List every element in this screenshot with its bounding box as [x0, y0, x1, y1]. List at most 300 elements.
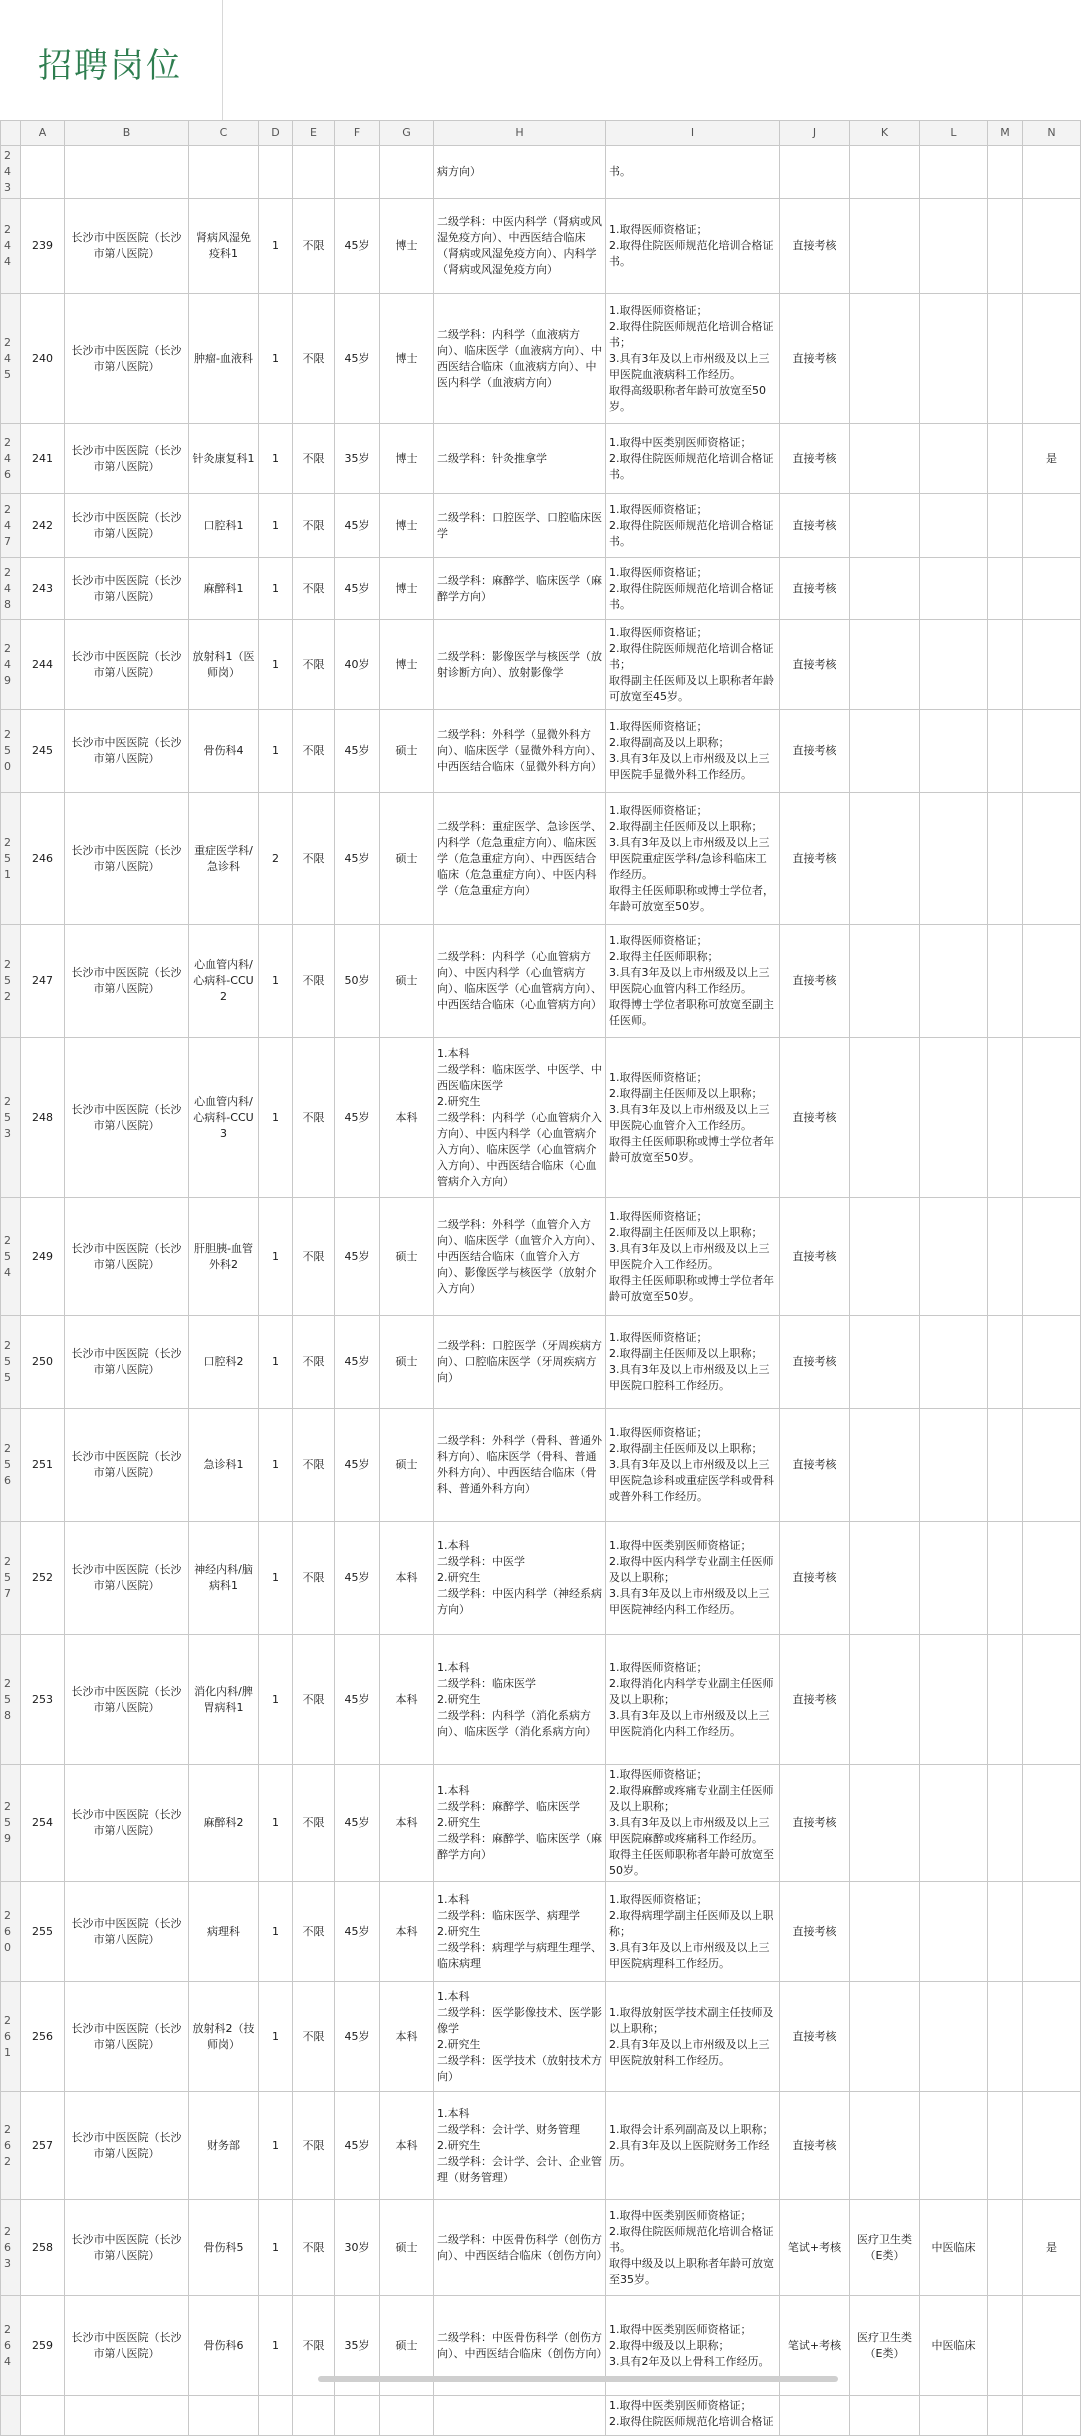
cell-degree[interactable]: 博士: [380, 558, 434, 620]
cell-employer[interactable]: 长沙市中医医院（长沙市第八医院）: [65, 710, 189, 793]
cell-method[interactable]: 直接考核: [780, 620, 850, 710]
row-header[interactable]: 258: [1, 1635, 21, 1765]
cell-requirements[interactable]: 1.取得医师资格证； 2.取得住院医师规范化培训合格证书。: [606, 558, 780, 620]
cell-gender[interactable]: 不限: [293, 1038, 335, 1198]
cell[interactable]: [850, 146, 920, 199]
cell-count[interactable]: 1: [259, 494, 293, 558]
cell-requirements[interactable]: 1.取得放射医学技术副主任技师及以上职称； 2.具有3年及以上市州级及以上三甲医院放射科工作经历。: [606, 1982, 780, 2092]
cell-degree[interactable]: 硕士: [380, 2200, 434, 2296]
cell-employer[interactable]: 长沙市中医医院（长沙市第八医院）: [65, 1882, 189, 1982]
cell-id[interactable]: 255: [21, 1882, 65, 1982]
cell-requirements[interactable]: 1.取得中医类别医师资格证； 2.取得住院医师规范化培训合格证书。 取得中级及以上职称者年龄可放宽至35岁。: [606, 2200, 780, 2296]
cell-degree[interactable]: 本科: [380, 1982, 434, 2092]
cell-count[interactable]: 1: [259, 1316, 293, 1409]
cell-category[interactable]: [850, 1882, 920, 1982]
cell-flag[interactable]: [1023, 710, 1081, 793]
cell-gender[interactable]: 不限: [293, 294, 335, 424]
cell-degree[interactable]: 本科: [380, 2092, 434, 2200]
cell-employer[interactable]: 长沙市中医医院（长沙市第八医院）: [65, 1982, 189, 2092]
cell-position[interactable]: 口腔科1: [189, 494, 259, 558]
cell-age[interactable]: 45岁: [335, 1038, 380, 1198]
cell-degree[interactable]: 博士: [380, 294, 434, 424]
cell-employer[interactable]: 长沙市中医医院（长沙市第八医院）: [65, 2092, 189, 2200]
cell-count[interactable]: 1: [259, 925, 293, 1038]
cell-degree[interactable]: 博士: [380, 424, 434, 494]
cell-position[interactable]: 放射科1（医师岗）: [189, 620, 259, 710]
cell-requirements[interactable]: 1.取得医师资格证； 2.取得副主任医师及以上职称； 3.具有3年及以上市州级及以上三甲医院重症医学科/急诊科临床工作经历。 取得主任医师职称或博士学位者，年龄可放宽至50岁。: [606, 793, 780, 925]
cell-flag[interactable]: [1023, 558, 1081, 620]
cell-count[interactable]: 1: [259, 710, 293, 793]
cell-subcategory[interactable]: [920, 1038, 988, 1198]
cell-m[interactable]: [988, 199, 1023, 294]
cell-degree[interactable]: 本科: [380, 1522, 434, 1635]
cell-subcategory[interactable]: [920, 1765, 988, 1882]
cell-major[interactable]: 1.本科 二级学科：麻醉学、临床医学 2.研究生 二级学科：麻醉学、临床医学（麻醉学方向）: [434, 1765, 606, 1882]
cell-flag[interactable]: [1023, 1198, 1081, 1316]
cell-position[interactable]: 骨伤科5: [189, 2200, 259, 2296]
cell-flag[interactable]: [1023, 1765, 1081, 1882]
cell-id[interactable]: 251: [21, 1409, 65, 1522]
cell-method[interactable]: 直接考核: [780, 199, 850, 294]
cell-employer[interactable]: 长沙市中医医院（长沙市第八医院）: [65, 2200, 189, 2296]
cell-subcategory[interactable]: [920, 494, 988, 558]
cell-id[interactable]: 242: [21, 494, 65, 558]
cell-gender[interactable]: 不限: [293, 1765, 335, 1882]
cell-gender[interactable]: 不限: [293, 620, 335, 710]
column-header-h[interactable]: H: [434, 121, 606, 146]
cell-method[interactable]: 笔试+考核: [780, 2200, 850, 2296]
cell-id[interactable]: 243: [21, 558, 65, 620]
cell-major[interactable]: 二级学科：外科学（血管介入方向）、临床医学（血管介入方向）、中西医结合临床（血管介入方向）、影像医学与核医学（放射介入方向）: [434, 1198, 606, 1316]
cell-age[interactable]: 45岁: [335, 1522, 380, 1635]
cell-degree[interactable]: 博士: [380, 620, 434, 710]
cell-m[interactable]: [988, 1316, 1023, 1409]
row-header[interactable]: 244: [1, 199, 21, 294]
cell-category[interactable]: [850, 494, 920, 558]
cell-m[interactable]: [988, 2200, 1023, 2296]
cell-major[interactable]: 二级学科：针灸推拿学: [434, 424, 606, 494]
cell-gender[interactable]: 不限: [293, 1522, 335, 1635]
cell-category[interactable]: [850, 2092, 920, 2200]
cell-requirements[interactable]: 1.取得中医类别医师资格证； 2.取得住院医师规范化培训合格证: [606, 2396, 780, 2436]
cell-gender[interactable]: 不限: [293, 793, 335, 925]
cell-count[interactable]: 1: [259, 1038, 293, 1198]
cell-degree[interactable]: 博士: [380, 494, 434, 558]
cell-method[interactable]: 直接考核: [780, 1635, 850, 1765]
column-header-n[interactable]: N: [1023, 121, 1081, 146]
cell-category[interactable]: [850, 1982, 920, 2092]
row-header[interactable]: 262: [1, 2092, 21, 2200]
cell-subcategory[interactable]: 中医临床: [920, 2200, 988, 2296]
cell-employer[interactable]: 长沙市中医医院（长沙市第八医院）: [65, 1198, 189, 1316]
cell-requirements[interactable]: 1.取得中医类别医师资格证； 2.取得中级及以上职称； 3.具有2年及以上骨科工作经历。: [606, 2296, 780, 2396]
cell-requirements[interactable]: 书。: [606, 146, 780, 199]
cell-count[interactable]: 1: [259, 199, 293, 294]
cell-employer[interactable]: 长沙市中医医院（长沙市第八医院）: [65, 1409, 189, 1522]
cell-flag[interactable]: [1023, 793, 1081, 925]
cell-method[interactable]: 直接考核: [780, 1198, 850, 1316]
cell-subcategory[interactable]: [920, 558, 988, 620]
cell-m[interactable]: [988, 1409, 1023, 1522]
cell-employer[interactable]: 长沙市中医医院（长沙市第八医院）: [65, 494, 189, 558]
cell[interactable]: [988, 2396, 1023, 2436]
cell-major[interactable]: 二级学科：内科学（血液病方向）、临床医学（血液病方向）、中西医结合临床（血液病方向）、中医内科学（血液病方向）: [434, 294, 606, 424]
cell-subcategory[interactable]: [920, 925, 988, 1038]
cell-employer[interactable]: 长沙市中医医院（长沙市第八医院）: [65, 2296, 189, 2396]
cell-m[interactable]: [988, 710, 1023, 793]
cell-category[interactable]: [850, 294, 920, 424]
cell[interactable]: [780, 146, 850, 199]
cell-m[interactable]: [988, 1522, 1023, 1635]
cell-major[interactable]: 二级学科：内科学（心血管病方向）、中医内科学（心血管病方向）、临床医学（心血管病方向）、中西医结合临床（心血管病方向）: [434, 925, 606, 1038]
cell-flag[interactable]: [1023, 199, 1081, 294]
cell-subcategory[interactable]: [920, 199, 988, 294]
row-header[interactable]: 261: [1, 1982, 21, 2092]
cell-subcategory[interactable]: [920, 1316, 988, 1409]
cell-gender[interactable]: 不限: [293, 2296, 335, 2396]
cell-major[interactable]: 二级学科：口腔医学（牙周疾病方向）、口腔临床医学（牙周疾病方向）: [434, 1316, 606, 1409]
cell-employer[interactable]: 长沙市中医医院（长沙市第八医院）: [65, 1765, 189, 1882]
cell-id[interactable]: 247: [21, 925, 65, 1038]
cell[interactable]: [189, 146, 259, 199]
cell-count[interactable]: 1: [259, 2092, 293, 2200]
cell-flag[interactable]: 是: [1023, 2200, 1081, 2296]
cell-position[interactable]: 骨伤科6: [189, 2296, 259, 2396]
cell[interactable]: [380, 2396, 434, 2436]
cell-subcategory[interactable]: [920, 793, 988, 925]
cell-degree[interactable]: 硕士: [380, 925, 434, 1038]
cell-age[interactable]: 45岁: [335, 494, 380, 558]
row-header[interactable]: 256: [1, 1409, 21, 1522]
row-header[interactable]: [1, 2396, 21, 2436]
column-header-j[interactable]: J: [780, 121, 850, 146]
cell-requirements[interactable]: 1.取得会计系列副高及以上职称； 2.具有3年及以上医院财务工作经历。: [606, 2092, 780, 2200]
cell-requirements[interactable]: 1.取得医师资格证； 2.取得副主任医师及以上职称； 3.具有3年及以上市州级及以上三甲医院介入工作经历。 取得主任医师职称或博士学位者年龄可放宽至50岁。: [606, 1198, 780, 1316]
cell-position[interactable]: 病理科: [189, 1882, 259, 1982]
column-header-i[interactable]: I: [606, 121, 780, 146]
cell-id[interactable]: 258: [21, 2200, 65, 2296]
cell-category[interactable]: 医疗卫生类（E类）: [850, 2200, 920, 2296]
cell-major[interactable]: 二级学科：中医内科学（肾病或风湿免疫方向）、中西医结合临床（肾病或风湿免疫方向）、内科学（肾病或风湿免疫方向）: [434, 199, 606, 294]
cell-id[interactable]: 246: [21, 793, 65, 925]
cell-requirements[interactable]: 1.取得医师资格证； 2.取得副高及以上职称； 3.具有3年及以上市州级及以上三甲医院手显微外科工作经历。: [606, 710, 780, 793]
cell-count[interactable]: 1: [259, 1982, 293, 2092]
cell-major[interactable]: 二级学科：口腔医学、口腔临床医学: [434, 494, 606, 558]
cell-age[interactable]: 30岁: [335, 2200, 380, 2296]
cell-age[interactable]: 45岁: [335, 2092, 380, 2200]
cell-major[interactable]: 1.本科 二级学科：会计学、财务管理 2.研究生 二级学科：会计学、会计、企业管理（财务管理）: [434, 2092, 606, 2200]
cell-major[interactable]: 二级学科：重症医学、急诊医学、内科学（危急重症方向）、临床医学（危急重症方向）、中西医结合临床（危急重症方向）、中医内科学（危急重症方向）: [434, 793, 606, 925]
cell-category[interactable]: [850, 1198, 920, 1316]
row-header[interactable]: 250: [1, 710, 21, 793]
cell-employer[interactable]: 长沙市中医医院（长沙市第八医院）: [65, 1316, 189, 1409]
cell-requirements[interactable]: 1.取得医师资格证； 2.取得住院医师规范化培训合格证书； 3.具有3年及以上市州级及以上三甲医院血液病科工作经历。 取得高级职称者年龄可放宽至50岁。: [606, 294, 780, 424]
cell[interactable]: [335, 146, 380, 199]
column-header-g[interactable]: G: [380, 121, 434, 146]
cell-method[interactable]: 直接考核: [780, 1982, 850, 2092]
cell-m[interactable]: [988, 1198, 1023, 1316]
cell[interactable]: [293, 2396, 335, 2436]
spreadsheet-grid[interactable]: [0, 120, 1080, 2428]
cell-category[interactable]: [850, 199, 920, 294]
cell-method[interactable]: 直接考核: [780, 294, 850, 424]
cell-id[interactable]: 245: [21, 710, 65, 793]
cell-position[interactable]: 心血管内科/心病科-CCU3: [189, 1038, 259, 1198]
cell-subcategory[interactable]: [920, 1982, 988, 2092]
cell-flag[interactable]: [1023, 1635, 1081, 1765]
cell-requirements[interactable]: 1.取得医师资格证； 2.取得副主任医师及以上职称； 3.具有3年及以上市州级及以上三甲医院急诊科或重症医学科或骨科或普外科工作经历。: [606, 1409, 780, 1522]
cell-subcategory[interactable]: [920, 1522, 988, 1635]
cell-method[interactable]: 直接考核: [780, 424, 850, 494]
select-all-corner[interactable]: [1, 121, 21, 146]
cell-m[interactable]: [988, 1982, 1023, 2092]
row-header[interactable]: 253: [1, 1038, 21, 1198]
cell-subcategory[interactable]: [920, 294, 988, 424]
cell-degree[interactable]: 硕士: [380, 710, 434, 793]
cell[interactable]: [988, 146, 1023, 199]
cell-requirements[interactable]: 1.取得医师资格证； 2.取得住院医师规范化培训合格证书。: [606, 199, 780, 294]
cell[interactable]: [335, 2396, 380, 2436]
cell-m[interactable]: [988, 1038, 1023, 1198]
cell-count[interactable]: 1: [259, 1765, 293, 1882]
cell-position[interactable]: 骨伤科4: [189, 710, 259, 793]
row-header[interactable]: 263: [1, 2200, 21, 2296]
cell-id[interactable]: 259: [21, 2296, 65, 2396]
cell-age[interactable]: 45岁: [335, 1882, 380, 1982]
cell-employer[interactable]: 长沙市中医医院（长沙市第八医院）: [65, 1635, 189, 1765]
cell-age[interactable]: 35岁: [335, 424, 380, 494]
cell[interactable]: [1023, 146, 1081, 199]
cell-major[interactable]: 二级学科：中医骨伤科学（创伤方向）、中西医结合临床（创伤方向）: [434, 2200, 606, 2296]
cell-requirements[interactable]: 1.取得医师资格证； 2.取得住院医师规范化培训合格证书。: [606, 494, 780, 558]
column-header-c[interactable]: C: [189, 121, 259, 146]
cell[interactable]: [21, 146, 65, 199]
cell-age[interactable]: 45岁: [335, 710, 380, 793]
cell-major[interactable]: 1.本科 二级学科：医学影像技术、医学影像学 2.研究生 二级学科：医学技术（放射技术方向）: [434, 1982, 606, 2092]
cell-major[interactable]: 二级学科：外科学（显微外科方向）、临床医学（显微外科方向）、中西医结合临床（显微外科方向）: [434, 710, 606, 793]
cell-gender[interactable]: 不限: [293, 1882, 335, 1982]
cell-method[interactable]: 直接考核: [780, 793, 850, 925]
cell-employer[interactable]: 长沙市中医医院（长沙市第八医院）: [65, 1522, 189, 1635]
cell-method[interactable]: 直接考核: [780, 1882, 850, 1982]
cell-m[interactable]: [988, 2092, 1023, 2200]
cell-position[interactable]: 麻醉科1: [189, 558, 259, 620]
cell-degree[interactable]: 本科: [380, 1882, 434, 1982]
cell-position[interactable]: 重症医学科/急诊科: [189, 793, 259, 925]
cell-position[interactable]: 针灸康复科1: [189, 424, 259, 494]
cell-employer[interactable]: 长沙市中医医院（长沙市第八医院）: [65, 793, 189, 925]
cell-category[interactable]: [850, 558, 920, 620]
cell-category[interactable]: 医疗卫生类（E类）: [850, 2296, 920, 2396]
cell-m[interactable]: [988, 1882, 1023, 1982]
column-header-f[interactable]: F: [335, 121, 380, 146]
cell-gender[interactable]: 不限: [293, 1316, 335, 1409]
cell-requirements[interactable]: 1.取得医师资格证； 2.取得麻醉或疼痛专业副主任医师及以上职称； 3.具有3年及以上市州级及以上三甲医院麻醉或疼痛科工作经历。 取得主任医师职称者年龄可放宽至50岁。: [606, 1765, 780, 1882]
row-header[interactable]: 247: [1, 494, 21, 558]
cell-method[interactable]: 笔试+考核: [780, 2296, 850, 2396]
cell-count[interactable]: 1: [259, 1635, 293, 1765]
cell-gender[interactable]: 不限: [293, 1409, 335, 1522]
cell-category[interactable]: [850, 1316, 920, 1409]
cell-category[interactable]: [850, 710, 920, 793]
cell-count[interactable]: 1: [259, 1522, 293, 1635]
cell[interactable]: [259, 2396, 293, 2436]
cell[interactable]: [65, 146, 189, 199]
cell-degree[interactable]: 硕士: [380, 1198, 434, 1316]
cell-gender[interactable]: 不限: [293, 1635, 335, 1765]
cell-method[interactable]: 直接考核: [780, 1765, 850, 1882]
row-header[interactable]: 254: [1, 1198, 21, 1316]
cell-employer[interactable]: 长沙市中医医院（长沙市第八医院）: [65, 558, 189, 620]
cell-age[interactable]: 45岁: [335, 1198, 380, 1316]
cell-gender[interactable]: 不限: [293, 494, 335, 558]
cell-method[interactable]: 直接考核: [780, 1316, 850, 1409]
cell-m[interactable]: [988, 1765, 1023, 1882]
column-header-l[interactable]: L: [920, 121, 988, 146]
cell-id[interactable]: 257: [21, 2092, 65, 2200]
cell-id[interactable]: 253: [21, 1635, 65, 1765]
cell[interactable]: [65, 2396, 189, 2436]
column-header-k[interactable]: K: [850, 121, 920, 146]
cell-flag[interactable]: [1023, 1316, 1081, 1409]
column-header-a[interactable]: A: [21, 121, 65, 146]
cell-subcategory[interactable]: [920, 1882, 988, 1982]
cell-position[interactable]: 财务部: [189, 2092, 259, 2200]
cell[interactable]: [1023, 2396, 1081, 2436]
cell-degree[interactable]: 硕士: [380, 2296, 434, 2396]
cell-major[interactable]: 1.本科 二级学科：临床医学 2.研究生 二级学科：内科学（消化系病方向）、临床医学（消化系病方向）: [434, 1635, 606, 1765]
cell-method[interactable]: 直接考核: [780, 558, 850, 620]
cell-count[interactable]: 1: [259, 1409, 293, 1522]
column-header-b[interactable]: B: [65, 121, 189, 146]
cell-category[interactable]: [850, 1038, 920, 1198]
cell[interactable]: [380, 146, 434, 199]
cell-requirements[interactable]: 1.取得医师资格证； 2.取得病理学副主任医师及以上职称； 3.具有3年及以上市州级及以上三甲医院病理科工作经历。: [606, 1882, 780, 1982]
cell-count[interactable]: 1: [259, 558, 293, 620]
cell-age[interactable]: 45岁: [335, 294, 380, 424]
cell-age[interactable]: 45岁: [335, 1635, 380, 1765]
cell-age[interactable]: 45岁: [335, 1982, 380, 2092]
cell-m[interactable]: [988, 620, 1023, 710]
cell-count[interactable]: 1: [259, 294, 293, 424]
cell-position[interactable]: 口腔科2: [189, 1316, 259, 1409]
cell-flag[interactable]: [1023, 925, 1081, 1038]
cell-position[interactable]: 消化内科/脾胃病科1: [189, 1635, 259, 1765]
cell-category[interactable]: [850, 1522, 920, 1635]
cell-count[interactable]: 1: [259, 2296, 293, 2396]
cell-subcategory[interactable]: [920, 2092, 988, 2200]
row-header[interactable]: 252: [1, 925, 21, 1038]
cell[interactable]: [920, 146, 988, 199]
cell-method[interactable]: 直接考核: [780, 1522, 850, 1635]
cell-gender[interactable]: 不限: [293, 925, 335, 1038]
cell-employer[interactable]: 长沙市中医医院（长沙市第八医院）: [65, 424, 189, 494]
cell-requirements[interactable]: 1.取得医师资格证； 2.取得住院医师规范化培训合格证书； 取得副主任医师及以上职称者年龄可放宽至45岁。: [606, 620, 780, 710]
cell-flag[interactable]: [1023, 1409, 1081, 1522]
cell-major[interactable]: 二级学科：影像医学与核医学（放射诊断方向）、放射影像学: [434, 620, 606, 710]
cell-major[interactable]: 1.本科 二级学科：临床医学、病理学 2.研究生 二级学科：病理学与病理生理学、临床病理: [434, 1882, 606, 1982]
cell-position[interactable]: 肝胆胰-血管外科2: [189, 1198, 259, 1316]
cell-category[interactable]: [850, 1409, 920, 1522]
cell[interactable]: [780, 2396, 850, 2436]
row-header[interactable]: 243: [1, 146, 21, 199]
cell-id[interactable]: 240: [21, 294, 65, 424]
cell-id[interactable]: 249: [21, 1198, 65, 1316]
row-header[interactable]: 249: [1, 620, 21, 710]
column-header-e[interactable]: E: [293, 121, 335, 146]
cell-flag[interactable]: [1023, 1522, 1081, 1635]
cell-flag[interactable]: [1023, 620, 1081, 710]
cell-employer[interactable]: 长沙市中医医院（长沙市第八医院）: [65, 620, 189, 710]
cell[interactable]: [434, 2396, 606, 2436]
cell-age[interactable]: 45岁: [335, 793, 380, 925]
cell-category[interactable]: [850, 424, 920, 494]
cell-m[interactable]: [988, 424, 1023, 494]
cell-age[interactable]: 45岁: [335, 199, 380, 294]
cell-employer[interactable]: 长沙市中医医院（长沙市第八医院）: [65, 199, 189, 294]
cell-position[interactable]: 心血管内科/心病科-CCU2: [189, 925, 259, 1038]
cell[interactable]: [21, 2396, 65, 2436]
cell-gender[interactable]: 不限: [293, 1198, 335, 1316]
cell-id[interactable]: 252: [21, 1522, 65, 1635]
cell-flag[interactable]: [1023, 1882, 1081, 1982]
cell-flag[interactable]: [1023, 494, 1081, 558]
cell-position[interactable]: 肿瘤-血液科: [189, 294, 259, 424]
cell-age[interactable]: 40岁: [335, 620, 380, 710]
cell-gender[interactable]: 不限: [293, 710, 335, 793]
cell-position[interactable]: 神经内科/脑病科1: [189, 1522, 259, 1635]
cell-gender[interactable]: 不限: [293, 424, 335, 494]
cell-method[interactable]: 直接考核: [780, 494, 850, 558]
cell-major[interactable]: 二级学科：麻醉学、临床医学（麻醉学方向）: [434, 558, 606, 620]
cell-degree[interactable]: 本科: [380, 1765, 434, 1882]
cell-employer[interactable]: 长沙市中医医院（长沙市第八医院）: [65, 925, 189, 1038]
cell-subcategory[interactable]: [920, 1409, 988, 1522]
cell-age[interactable]: 50岁: [335, 925, 380, 1038]
cell-flag[interactable]: [1023, 294, 1081, 424]
cell-major[interactable]: 1.本科 二级学科：临床医学、中医学、中西医临床医学 2.研究生 二级学科：内科学（心血管病介入方向）、中医内科学（心血管病介入方向）、临床医学（心血管病介入方向）、中西医结合临床（心血管病介入方向）: [434, 1038, 606, 1198]
cell-degree[interactable]: 本科: [380, 1038, 434, 1198]
cell-count[interactable]: 1: [259, 1882, 293, 1982]
cell-category[interactable]: [850, 1765, 920, 1882]
cell-subcategory[interactable]: [920, 424, 988, 494]
cell-m[interactable]: [988, 793, 1023, 925]
cell-age[interactable]: 45岁: [335, 1765, 380, 1882]
row-header[interactable]: 260: [1, 1882, 21, 1982]
row-header[interactable]: 245: [1, 294, 21, 424]
cell-degree[interactable]: 博士: [380, 199, 434, 294]
cell-category[interactable]: [850, 620, 920, 710]
cell-gender[interactable]: 不限: [293, 1982, 335, 2092]
cell-id[interactable]: 239: [21, 199, 65, 294]
cell-flag[interactable]: [1023, 2092, 1081, 2200]
cell-id[interactable]: 256: [21, 1982, 65, 2092]
cell-method[interactable]: 直接考核: [780, 1409, 850, 1522]
cell-position[interactable]: 急诊科1: [189, 1409, 259, 1522]
horizontal-scrollbar[interactable]: [318, 2376, 838, 2382]
column-header-d[interactable]: D: [259, 121, 293, 146]
cell-flag[interactable]: [1023, 1982, 1081, 2092]
cell-employer[interactable]: 长沙市中医医院（长沙市第八医院）: [65, 294, 189, 424]
cell-id[interactable]: 241: [21, 424, 65, 494]
cell-major[interactable]: 二级学科：外科学（骨科、普通外科方向）、临床医学（骨科、普通外科方向）、中西医结合临床（骨科、普通外科方向）: [434, 1409, 606, 1522]
cell-m[interactable]: [988, 925, 1023, 1038]
cell-position[interactable]: 麻醉科2: [189, 1765, 259, 1882]
cell-position[interactable]: 肾病风湿免疫科1: [189, 199, 259, 294]
cell-gender[interactable]: 不限: [293, 199, 335, 294]
cell-count[interactable]: 1: [259, 2200, 293, 2296]
cell-requirements[interactable]: 1.取得医师资格证； 2.取得副主任医师及以上职称； 3.具有3年及以上市州级及以上三甲医院口腔科工作经历。: [606, 1316, 780, 1409]
